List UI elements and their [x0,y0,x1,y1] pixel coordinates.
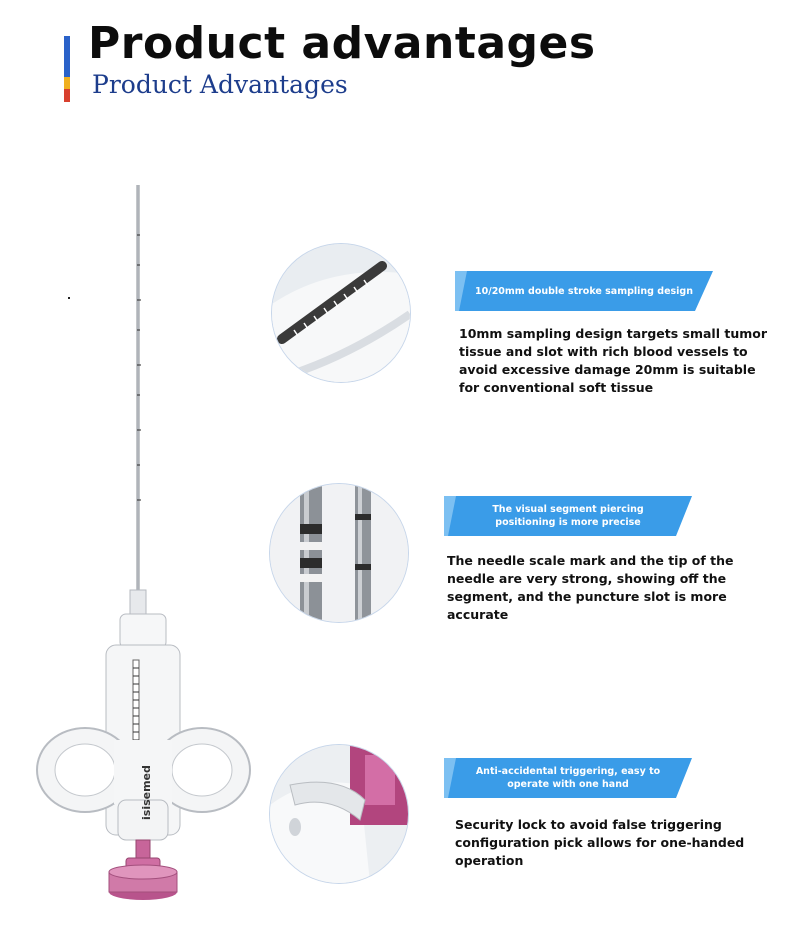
feature-1-description: 10mm sampling design targets small tumor tissue and slot with rich blood vessels to avoid excessive damage 20mm is suitable for conventional soft tissue [459,326,768,395]
feature-3-banner [444,758,692,798]
feature-1-banner-text: 10/20mm double stroke sampling design [475,285,693,297]
feature-3-banner-text: Anti-accidental triggering, easy to operate with one hand [475,766,661,790]
feature-3-description: Security lock to avoid false triggering configuration pick allows for one-handed operation [455,817,745,868]
page-title: Product advantages [88,18,596,69]
feature-1-image [272,244,410,382]
needle-sampling-slot-icon [272,244,410,382]
biopsy-needle-device [30,180,260,920]
feature-2-banner-text: The visual segment piercing positioning is more precise [492,504,644,528]
page-subtitle: Product Advantages [92,70,348,99]
title-accent-bar [64,36,70,102]
needle-scale-mark-icon [270,484,408,622]
feature-2-image [270,484,408,622]
feature-2-description: The needle scale mark and the tip of the needle are very strong, showing off the segment, and the puncture slot is more accurate [447,553,734,622]
feature-1-banner [455,271,713,311]
security-lock-icon [270,745,408,883]
feature-2-banner [444,496,692,536]
feature-3-image [270,745,408,883]
device-brand-text: isisemed [140,765,153,820]
biopsy-needle-illustration [30,180,260,920]
